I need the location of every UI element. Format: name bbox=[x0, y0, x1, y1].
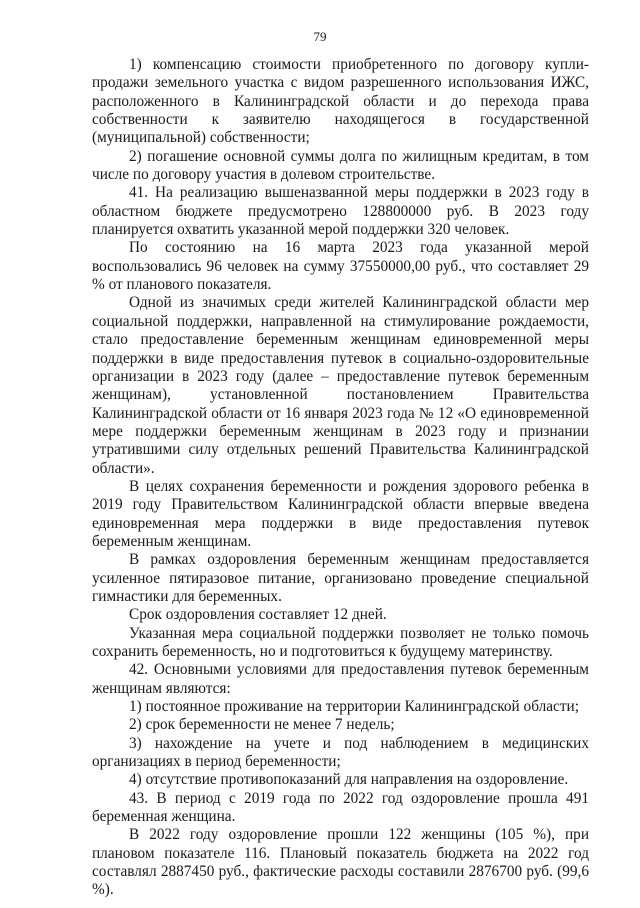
paragraph-item-42: 42. Основными условиями для предоставления путевок беременным женщинам являются: bbox=[92, 661, 589, 697]
paragraph-item-43: 43. В период с 2019 года по 2022 год оздоровление прошла 491 беременная женщина. bbox=[92, 789, 589, 826]
document-body bbox=[92, 56, 589, 900]
paragraph-item-41: 41. На реализацию вышеназванной меры поддержки в 2023 году в областном бюджете предусмотрено 128800000 руб. В 2023 году планируется охватить указанной мерой поддержки 320 человек. bbox=[92, 184, 589, 239]
condition-item-3: 3) нахождение на учете и под наблюдением в медицинских организациях в период беременности; bbox=[92, 734, 589, 771]
condition-item-2: 2) срок беременности не менее 7 недель; bbox=[129, 716, 395, 734]
paragraph-duration: Срок оздоровления составляет 12 дней. bbox=[129, 606, 387, 624]
paragraph-item-1: 1) компенсацию стоимости приобретенного по договору купли-продажи земельного участка с видом разрешенного использования ИЖС, расположенного в Калининградской области и до перехода права собственности к заявителю находящегося в государственной (муниципальной) собственности; bbox=[92, 56, 589, 147]
paragraph-2022-results: В 2022 году оздоровление прошли 122 женщины (105 %), при плановом показателе 116. Плановый показатель бюджета на 2022 год составлял 2887450 руб., фактические расходы составили 2876700 руб. (99,6 %). bbox=[92, 826, 589, 899]
condition-item-4: 4) отсутствие противопоказаний для направления на оздоровление. bbox=[129, 771, 569, 789]
page-number: 79 bbox=[313, 29, 327, 44]
paragraph-measure-purpose: Указанная мера социальной поддержки позволяет не только помочь сохранить беременность, но и подготовиться к будущему материнству. bbox=[92, 624, 589, 660]
paragraph-health-program: В рамках оздоровления беременным женщинам предоставляется усиленное пятиразовое питание, организовано проведение специальной гимнастики для беременных. bbox=[92, 551, 589, 605]
paragraph-status-march: По состоянию на 16 марта 2023 года указанной мерой воспользовались 96 человек на сумму 37550000,00 руб., что составляет 29 % от планового показателя. bbox=[92, 239, 589, 294]
paragraph-2019-introduction: В целях сохранения беременности и рождения здорового ребенка в 2019 году Правительством Калининградской области впервые введена единовременная мера поддержки в виде предоставления путевок беременным женщинам. bbox=[92, 477, 589, 550]
paragraph-pregnant-support: Одной из значимых среди жителей Калининградской области мер социальной поддержки, направленной на стимулирование рождаемости, стало предоставление беременным женщинам единовременной меры поддержки в виде предоставления путевок в социально-оздоровительные организации в 2023 году (далее – предоставление путевок беременным женщинам), установленной постановлением Правительства Калининградской области от 16 января 2023 года № 12 «О единовременной мере поддержки беременным женщинам в 2023 году и признании утратившими силу отдельных решений Правительства Калининградской области». bbox=[92, 294, 589, 477]
paragraph-item-2: 2) погашение основной суммы долга по жилищным кредитам, в том числе по договору участия в долевом строительстве. bbox=[92, 147, 589, 184]
condition-item-1: 1) постоянное проживание на территории Калининградской области; bbox=[129, 698, 579, 716]
